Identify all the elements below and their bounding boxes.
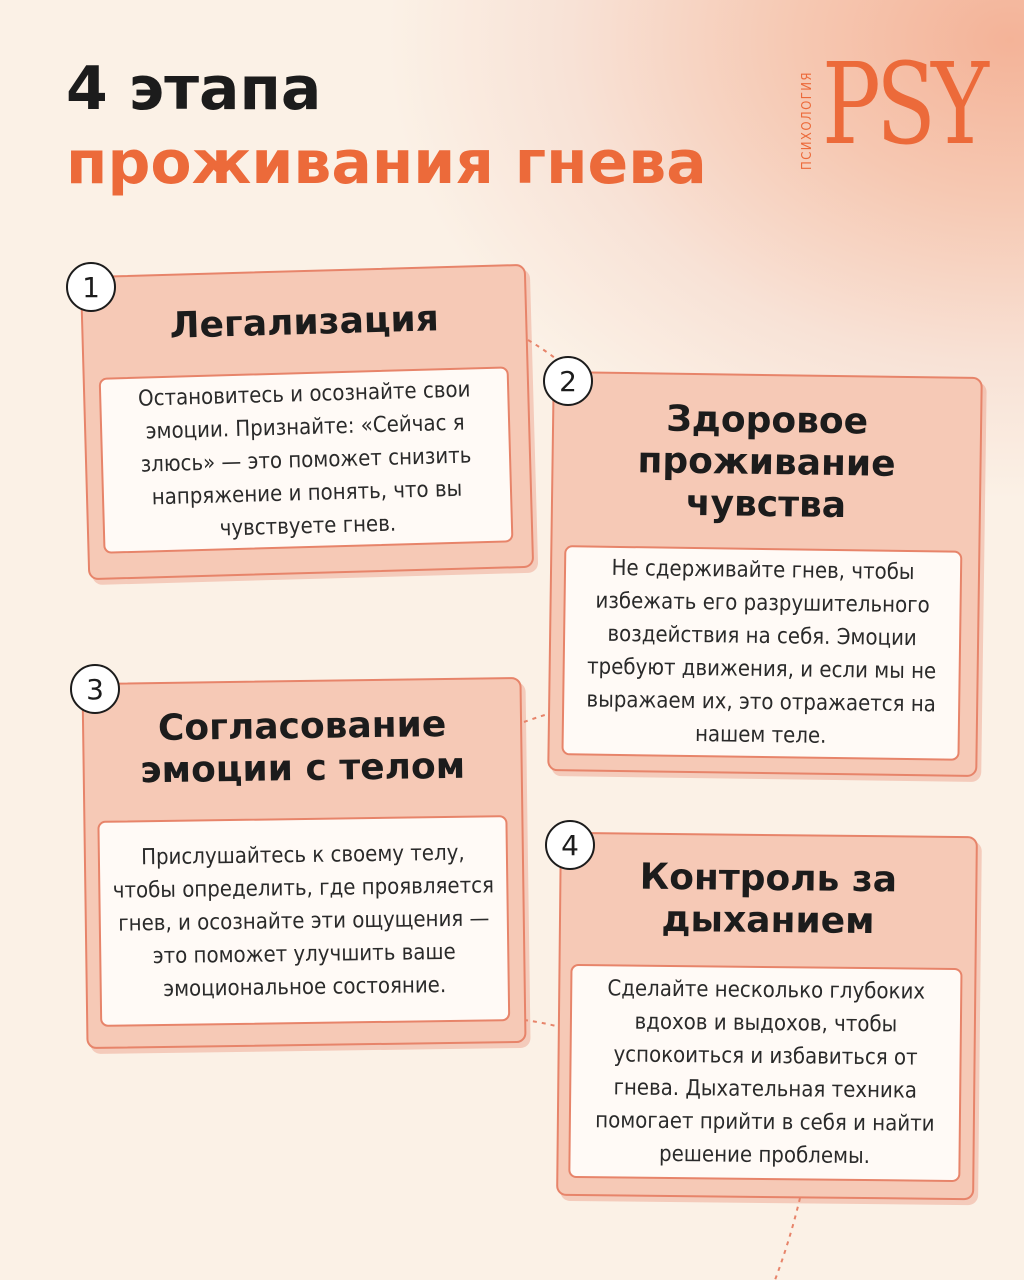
page-title-line1: 4 этапа <box>66 54 322 124</box>
psy-logo <box>800 40 985 174</box>
step-text-2: Не сдерживайте гнев, чтобы избежать его разрушительного воздействия на себя. Эмоции требуют движения, и если мы не выражаем их, это отражается на нашем теле. <box>561 545 962 761</box>
step-title-1: Легализация <box>169 298 440 347</box>
connector-3-4 <box>524 1020 556 1026</box>
step-title-3: Согласование эмоции с телом <box>139 704 466 792</box>
connector-4-end <box>775 1198 800 1280</box>
connector-2-3 <box>524 714 548 722</box>
page-title-line2: проживания гнева <box>66 128 707 198</box>
page-title <box>66 52 707 200</box>
logo-big-text: PSY <box>822 40 985 170</box>
step-text-3: Прислушайтесь к своему телу, чтобы определить, где проявляется гнев, и осознайте эти ощущения — это поможет улучшить ваше эмоциональное состояние. <box>97 815 510 1027</box>
step-text-4: Сделайте несколько глубоких вдохов и выдохов, чтобы успокоиться и избавиться от гнева. Дыхательная техника помогает прийти в себя и найти решение проблемы. <box>568 964 962 1182</box>
step-number-3: 3 <box>70 664 120 714</box>
step-text-1: Остановитесь и осознайте свои эмоции. Признайте: «Сейчас я злюсь» — это поможет снизить напряжение и понять, что вы чувствуете гнев. <box>99 366 514 553</box>
step-card-4 <box>556 832 978 1200</box>
step-card-2 <box>547 371 983 777</box>
step-card-3 <box>81 677 526 1049</box>
step-number-4: 4 <box>545 820 595 870</box>
step-number-2: 2 <box>543 356 593 406</box>
logo-small-text: ПСИХОЛОГИЯ <box>800 71 815 170</box>
step-number-1: 1 <box>66 262 116 312</box>
step-title-2: Здоровое проживание чувства <box>637 398 896 527</box>
step-title-4: Контроль за дыханием <box>639 856 898 943</box>
step-card-1 <box>80 264 534 580</box>
